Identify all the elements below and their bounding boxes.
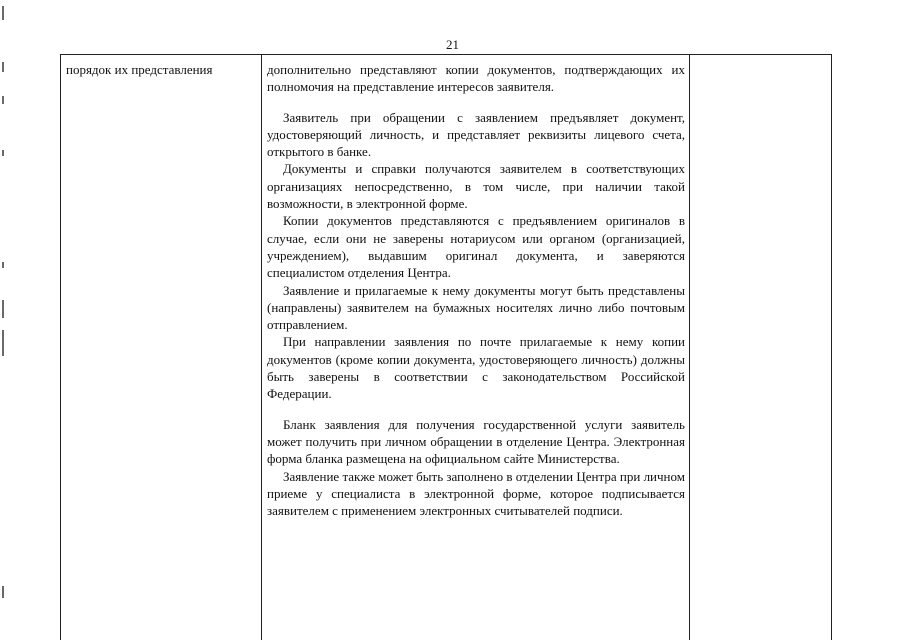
paragraph: Заявитель при обращении с заявлением предъявляет документ, удостоверяющий личность, и представляет реквизиты лицевого счета, открытого в банке. <box>267 109 685 160</box>
column-divider-left <box>261 55 262 640</box>
document-table <box>60 54 832 640</box>
table-cell-label: порядок их представления <box>66 62 213 77</box>
table-cell-content <box>267 61 685 519</box>
paragraph: Документы и справки получаются заявителем в соответствующих организациях непосредственно, в том числе, при наличии такой возможности, в электронной форме. <box>267 161 685 212</box>
paragraph: При направлении заявления по почте прилагаемые к нему копии документов (кроме копии документа, удостоверяющего личность) должны быть заверены в соответствии с законодательством Российской Федерации. <box>267 334 685 402</box>
paragraph: Заявление также может быть заполнено в отделении Центра при личном приеме у специалиста в электронной форме, которое подписывается заявителем с применением электронных считывателей подписи. <box>267 468 685 519</box>
paragraph: Бланк заявления для получения государственной услуги заявитель может получить при личном обращении в отделение Центра. Электронная форма бланка размещена на официальном сайте Министерства. <box>267 416 685 467</box>
paragraph: Копии документов представляются с предъявлением оригиналов в случае, если они не заверены нотариусом или органом (организацией, учреждением), выдавшим оригинал документа, и заверяются специалистом отделения Центра. <box>267 213 685 281</box>
scan-edge-marks <box>0 0 12 640</box>
page-number: 21 <box>446 37 459 52</box>
column-divider-right <box>689 55 690 640</box>
paragraph: дополнительно представляют копии документов, подтверждающих их полномочия на представление интересов заявителя. <box>267 62 685 95</box>
paragraph: Заявление и прилагаемые к нему документы могут быть представлены (направлены) заявителем на бумажных носителях лично либо почтовым отправлением. <box>267 282 685 333</box>
